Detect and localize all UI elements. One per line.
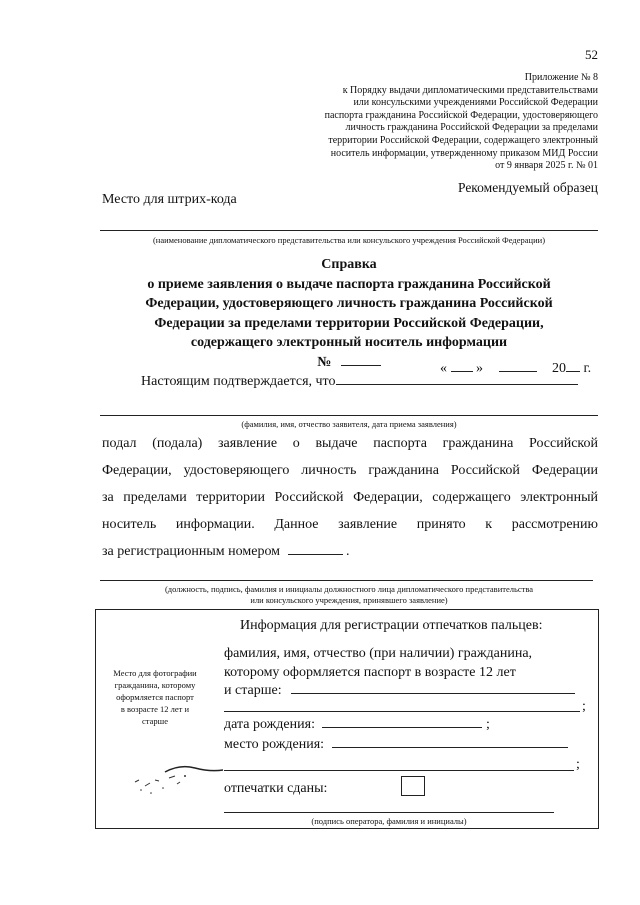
paragraph-line: Федерации, удостоверяющего личность гражданина Российской Федерации	[102, 463, 598, 478]
citizen-name-label-line	[224, 682, 589, 701]
date-close-quote: »	[476, 361, 483, 376]
statement-paragraph	[102, 430, 598, 565]
photo-label-line: старше	[142, 716, 168, 726]
appendix-line: к Порядку выдачи дипломатическими представительствами	[342, 84, 598, 96]
confirm-name-field[interactable]	[336, 384, 578, 385]
paragraph-line: подал (подала) заявление о выдаче паспорта гражданина Российской	[102, 436, 598, 451]
title-line: Федерации за пределами территории Российской Федерации,	[154, 315, 544, 331]
birth-date-label: дата рождения:	[224, 717, 315, 732]
birth-place-field-2[interactable]	[224, 770, 574, 771]
photo-label-line: в возрасте 12 лет и	[120, 704, 190, 714]
date-day-field[interactable]	[451, 371, 473, 372]
scan-artifact	[125, 760, 225, 800]
citizen-name-label-text: и старше:	[224, 683, 282, 699]
appendix-line: или консульскими учреждениями Российской Федерации	[353, 97, 598, 109]
citizen-name-field-2[interactable]	[224, 711, 580, 712]
operator-caption: (подпись оператора, фамилия и инициалы)	[311, 816, 467, 826]
date-open-quote: «	[440, 361, 447, 376]
citizen-name-label-line: фамилия, имя, отчество (при наличии) гражданина,	[224, 646, 533, 661]
semicolon: ;	[485, 717, 490, 732]
birth-date-field[interactable]	[322, 727, 482, 728]
photo-label-line: Место для фотографии	[113, 668, 197, 678]
date-year-suffix: г.	[583, 361, 592, 376]
birth-place-field[interactable]	[332, 747, 568, 748]
date-year-field[interactable]	[566, 371, 580, 372]
registration-number-field[interactable]	[288, 554, 343, 555]
birth-date-row	[224, 716, 589, 735]
applicant-line[interactable]	[100, 415, 598, 416]
official-caption-line: (должность, подпись, фамилия и инициалы должностного лица дипломатического представительства	[164, 584, 534, 594]
appendix-line: территории Российской Федерации, содержащего электронный	[328, 134, 598, 146]
fingerprints-checkbox[interactable]	[401, 776, 425, 796]
citizen-name-label	[224, 645, 589, 701]
applicant-caption: (фамилия, имя, отчество заявителя, дата приема заявления)	[241, 419, 457, 429]
appendix-line: паспорта гражданина Российской Федерации, удостоверяющего	[324, 109, 598, 121]
photo-label-line: оформляется паспорт	[116, 692, 194, 702]
title-line: Справка	[321, 257, 377, 272]
page-number: 52	[585, 47, 598, 62]
citizen-name-label-line: которому оформляется паспорт в возрасте 12 лет	[224, 664, 516, 680]
photo-placeholder-label[interactable]	[102, 667, 208, 727]
operator-signature-line[interactable]	[224, 812, 554, 813]
birth-place-row	[224, 736, 589, 755]
citizen-name-field[interactable]	[291, 693, 575, 694]
appendix-header	[268, 72, 598, 173]
official-caption	[100, 584, 598, 605]
official-caption-line: или консульского учреждения, принявшего заявление)	[250, 594, 448, 605]
document-title	[100, 255, 598, 372]
barcode-placeholder-label: Место для штрих-кода	[102, 192, 237, 207]
semicolon: ;	[582, 699, 586, 714]
official-signature-line[interactable]	[100, 580, 593, 581]
institution-line[interactable]	[100, 230, 598, 231]
confirm-text: Настоящим подтверждается, что	[141, 374, 336, 389]
semicolon: ;	[576, 757, 580, 772]
date-month-field[interactable]	[499, 371, 537, 372]
title-line: содержащего электронный носитель информации	[190, 335, 508, 350]
fingerprints-label: отпечатки сданы:	[224, 781, 328, 796]
photo-label-line: гражданина, которому	[114, 680, 196, 690]
recommended-sample-label: Рекомендуемый образец	[457, 180, 598, 195]
appendix-line: от 9 января 2025 г. № 01	[495, 160, 598, 172]
appendix-line: носитель информации, утвержденному приказом МИД России	[330, 147, 598, 159]
institution-caption: (наименование дипломатического представительства или консульского учреждения Российской Федерации)	[152, 235, 546, 245]
document-number-field[interactable]	[341, 365, 381, 366]
title-line: о приеме заявления о выдаче паспорта гражданина Российской	[147, 276, 551, 292]
registration-number-label: за регистрационным номером	[102, 544, 281, 559]
registration-number-period: .	[346, 544, 350, 559]
title-line: Федерации, удостоверяющего личность гражданина Российской	[145, 296, 553, 311]
appendix-line: личность гражданина Российской Федерации за пределами	[345, 122, 598, 134]
date-year-prefix: 20	[552, 361, 566, 376]
birth-place-label: место рождения:	[224, 737, 325, 752]
registration-number-line	[102, 538, 598, 565]
number-sign: №	[317, 354, 332, 370]
fingerprint-section-title: Информация для регистрации отпечатков пальцев:	[240, 618, 543, 633]
paragraph-line: носитель информации. Данное заявление принято к рассмотрению	[102, 517, 598, 532]
appendix-line: Приложение № 8	[524, 72, 598, 83]
paragraph-line: за пределами территории Российской Федерации, содержащего электронный	[102, 490, 598, 505]
confirm-line	[141, 374, 601, 390]
